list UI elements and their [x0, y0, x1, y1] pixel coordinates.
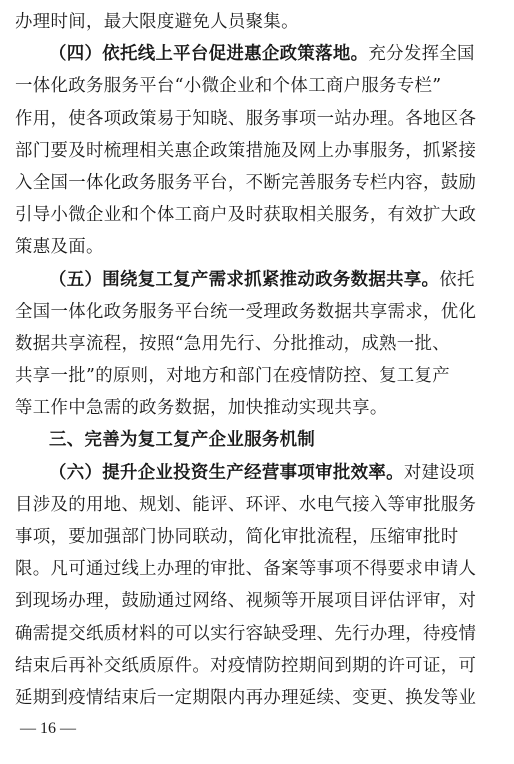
text-line — [15, 167, 499, 199]
text-run: 策惠及面。 — [15, 237, 104, 258]
text-line — [15, 618, 499, 650]
text-run: 延期到疫情结束后一定期限内再办理延续、变更、换发等业 — [15, 687, 477, 708]
text-line — [15, 585, 499, 617]
text-line — [15, 70, 499, 102]
text-run: 限。凡可通过线上办理的审批、备案等事项不得要求申请人 — [15, 559, 477, 580]
text-line — [15, 553, 499, 585]
text-run: 到现场办理，鼓励通过网络、视频等开展项目评估评审，对 — [15, 591, 477, 612]
text-line — [15, 457, 499, 489]
bold-run: （五）围绕复工复产需求抓紧推动政务数据共享。 — [49, 269, 440, 290]
text-run: 引导小微企业和个体工商户及时获取相关服务，有效扩大政 — [15, 205, 477, 226]
section-heading — [15, 424, 499, 456]
bold-run: （六）提升企业投资生产经营事项审批效率。 — [49, 462, 404, 483]
text-run: 充分发挥全国 — [368, 44, 475, 65]
text-line — [15, 296, 499, 328]
text-line — [15, 135, 499, 167]
bold-run: 三、完善为复工复产企业服务机制 — [49, 430, 316, 451]
body-text — [15, 6, 499, 714]
text-line — [15, 682, 499, 714]
text-run: 对建设项 — [403, 462, 475, 483]
text-run: 办理时间，最大限度避免人员聚集。 — [15, 12, 299, 32]
text-run: 数据共享流程，按照“急用先行、分批推动，成熟一批、 — [15, 333, 451, 354]
text-run: 部门要及时梳理相关惠企政策措施及网上办事服务，抓紧接 — [15, 140, 477, 161]
text-line — [15, 199, 499, 231]
text-line — [15, 360, 499, 392]
text-line — [15, 392, 499, 424]
text-line — [15, 6, 499, 38]
text-run: 共享一批”的原则，对地方和部门在疫情防控、复工复产 — [15, 366, 451, 387]
text-run: 依托 — [439, 269, 475, 290]
text-run: 作用，使各项政策易于知晓、服务事项一站办理。各地区各 — [15, 108, 477, 129]
text-run: 等工作中急需的政务数据，加快推动实现共享。 — [15, 398, 388, 419]
text-run: 结束后再补交纸质原件。对疫情防控期间到期的许可证，可 — [15, 655, 477, 676]
text-line — [15, 521, 499, 553]
text-line — [15, 103, 499, 135]
text-line — [15, 328, 499, 360]
text-run: 事项，要加强部门协同联动，简化审批流程，压缩审批时 — [15, 527, 459, 547]
bold-run: （四）依托线上平台促进惠企政策落地。 — [49, 44, 369, 65]
text-run: 全国一体化政务服务平台统一受理政务数据共享需求，优化 — [15, 301, 477, 322]
text-line — [15, 489, 499, 521]
text-run: 目涉及的用地、规划、能评、环评、水电气接入等审批服务 — [15, 494, 477, 515]
text-line — [15, 650, 499, 682]
page-number: — 16 — — [20, 720, 76, 737]
text-line — [15, 264, 499, 296]
text-run: 确需提交纸质材料的可以实行容缺受理、先行办理，待疫情 — [15, 623, 477, 644]
text-run: 一体化政务服务平台“小微企业和个体工商户服务专栏” — [15, 76, 442, 97]
text-line — [15, 231, 499, 263]
text-run: 入全国一体化政务服务平台，不断完善服务专栏内容，鼓励 — [15, 172, 477, 193]
text-line — [15, 38, 499, 70]
